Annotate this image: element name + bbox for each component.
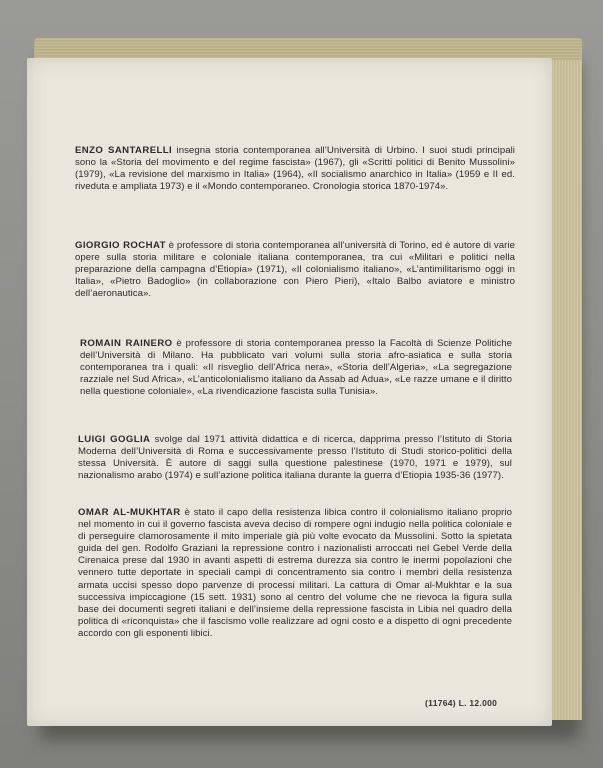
author-name: ENZO SANTARELLI xyxy=(75,145,173,156)
bio-enzo-santarelli xyxy=(75,145,515,193)
bio-romain-rainero xyxy=(80,338,512,398)
bio-text: insegna storia contemporanea all’Università di Urbino. I suoi studi principali sono la «Storia del movimento e del regime fascista» (1967), gli «Scritti politici di Benito Mussolini» (1979), «La revisione del marxismo in Italia» (1964), «Il socialismo anarchico in Italia» (1959 e II ed. riveduta e ampliata 1973) e il «Mondo contemporaneo. Cronologia storica 1870-1974». xyxy=(75,145,515,193)
bio-giorgio-rochat xyxy=(75,240,515,300)
description-text: è stato il capo della resistenza libica contro il colonialismo italiano proprio nel momento in cui il governo fascista aveva deciso di rompere ogni indugio nella politica coloniale e di perseguire clamorosamente il mito imperiale già più volte evocato da Mussolini. Sotto la spietata guida del gen. Rodolfo Graziani la repressione contro i nazionalisti arroccati nel Gebel Verde della Cirenaica prese dal 1930 in avanti aspetti di estrema durezza sia contro le inermi popolazioni che vennero tutte deportate in speciali campi di concentramento sia contro i membri della resistenza armata uccisi spesso dopo parvenze di processi militari. La cattura di Omar al-Mukhtar e la sua successiva impiccagione (15 sett. 1931) sono al centro del volume che ne rievoca la figura sulla base dei documenti segreti italiani e dell’insieme della repressione fascista in Libia nel quadro della politica di «riconquista» che il fascismo volle realizzare ad ogni costo e a dispetto di ogni precedente accordo con gli esponenti libici. xyxy=(78,507,512,639)
price-label: (11764) L. 12.000 xyxy=(425,698,498,708)
subject-name: OMAR AL-MUKHTAR xyxy=(78,507,181,518)
description-omar-al-mukhtar xyxy=(78,507,512,640)
bio-text: è professore di storia contemporanea all’università di Torino, ed è autore di varie opere sulla storia militare e coloniale italiana contemporanea, tra cui «Militari e politici nella preparazione della campagna d’Etiopia» (1971), «Il colonialismo italiano», «L’antimilitarismo oggi in Italia», «Pietro Badoglio» (in collaborazione con Piero Pieri), «Italo Balbo aviatore e ministro dell’aeronautica». xyxy=(75,240,515,300)
author-name: ROMAIN RAINERO xyxy=(80,338,173,349)
author-name: GIORGIO ROCHAT xyxy=(75,240,166,251)
bio-text: svolge dal 1971 attività didattica e di ricerca, dapprima presso l’Istituto di Storia Moderna dell’Università di Roma e successivamente presso l’Istituto di Studi storico-politici della stessa Università. È autore di saggi sulla questione palestinese (1970, 1971 e 1979), sul nazionalismo arabo (1974) e sull’azione politica italiana durante la guerra d’Etiopia 1935-36 (1977). xyxy=(78,434,512,482)
bio-luigi-goglia xyxy=(78,434,512,482)
author-name: LUIGI GOGLIA xyxy=(78,434,151,445)
bio-text: è professore di storia contemporanea presso la Facoltà di Scienze Politiche dell’Università di Milano. Ha pubblicato vari volumi sulla storia afro-asiatica e sulla storia contemporanea tra i quali: «Il risveglio dell’Africa nera», «Storia dell’Algeria», «La segregazione razziale nel Sud Africa», «L’anticolonialismo italiano da Assab ad Adua», «Le razze umane e il diritto nella questione coloniale», «La rivendicazione fascista sulla Tunisia». xyxy=(80,338,512,398)
